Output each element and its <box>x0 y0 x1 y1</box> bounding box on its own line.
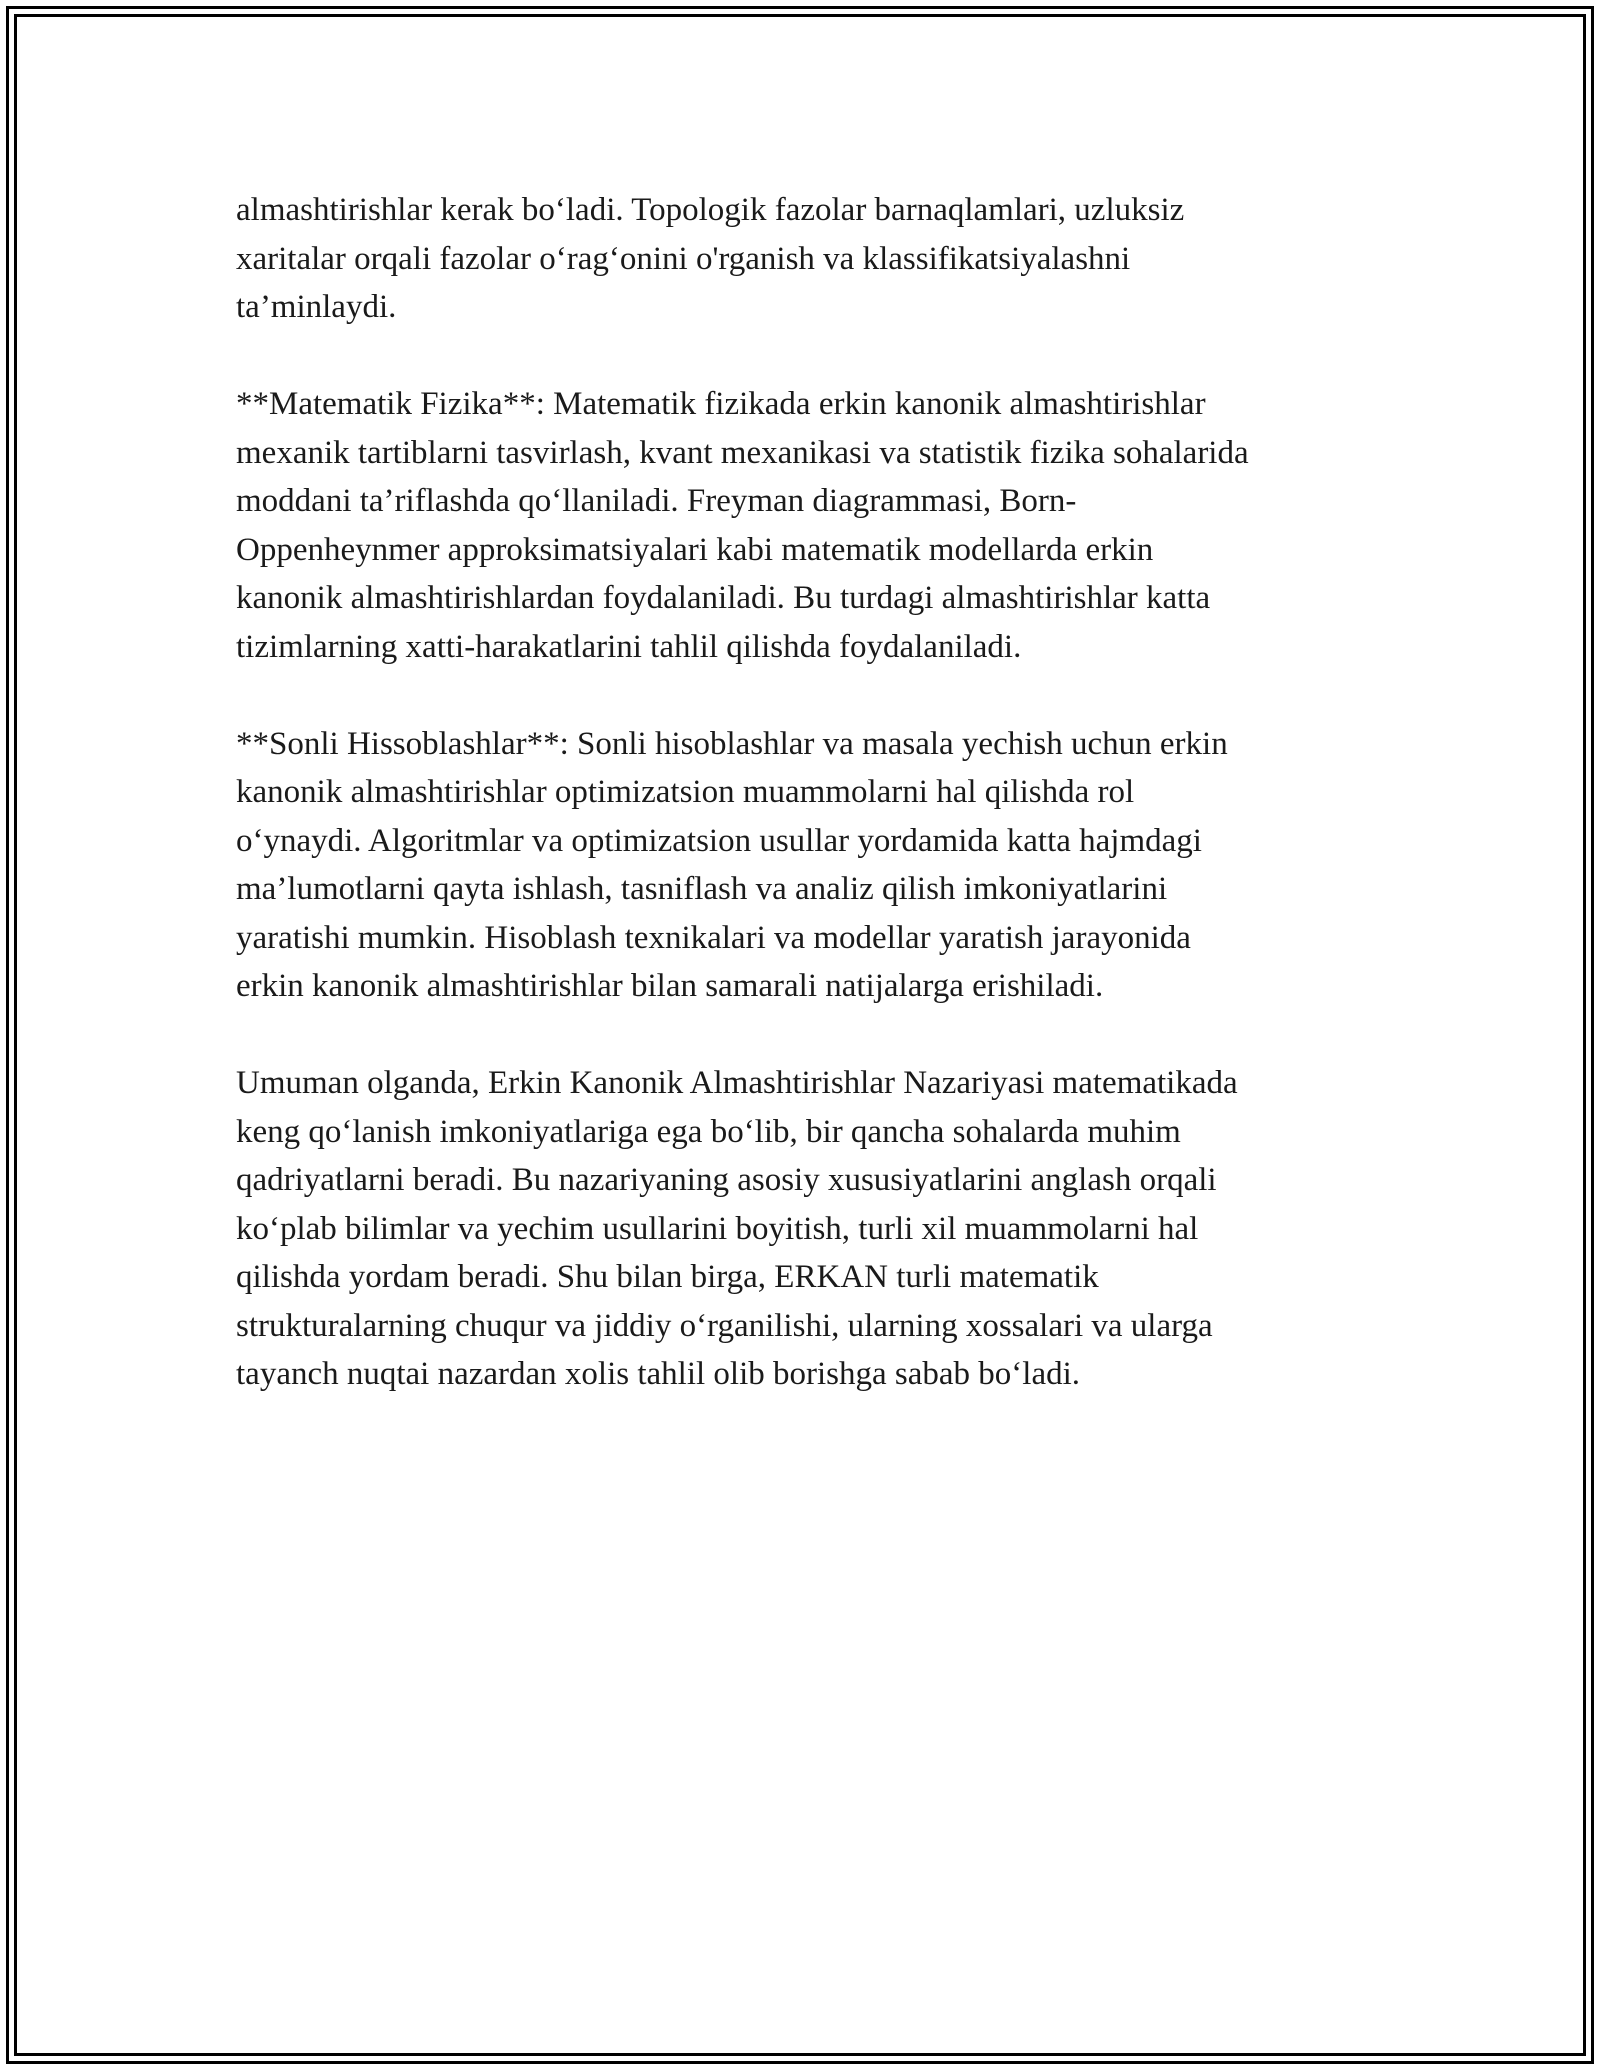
text-line: ko‘plab bilimlar va yechim usullarini boyitish, turli xil muammolarni hal <box>236 1210 1199 1247</box>
paragraph-numerical-computation <box>236 720 1386 1011</box>
text-line: keng qo‘lanish imkoniyatlariga ega bo‘lib, bir qancha sohalarda muhim <box>236 1113 1181 1150</box>
text-line: moddani ta’riflashda qo‘llaniladi. Freyman diagrammasi, Born- <box>236 483 1077 519</box>
text-line: kanonik almashtirishlardan foydalaniladi. Bu turdagi almashtirishlar katta <box>236 580 1211 616</box>
text-line: yaratishi mumkin. Hisoblash texnikalari va modellar yaratish jarayonida <box>236 919 1191 956</box>
text-line: ta’minlaydi. <box>236 289 397 325</box>
text-line: qilishda yordam beradi. Shu bilan birga, ERKAN turli matematik <box>236 1259 1099 1295</box>
text-line: Umuman olganda, Erkin Kanonik Almashtirishlar Nazariyasi matematikada <box>236 1065 1238 1101</box>
paragraph-conclusion <box>236 1059 1386 1399</box>
text-line: **Matematik Fizika**: Matematik fizikada erkin kanonik almashtirishlar <box>236 386 1206 422</box>
text-line: Oppenheynmer approksimatsiyalari kabi matematik modellarda erkin <box>236 531 1154 568</box>
text-line: qadriyatlarni beradi. Bu nazariyaning asosiy xususiyatlarini anglash orqali <box>236 1162 1217 1198</box>
text-line: erkin kanonik almashtirishlar bilan samarali natijalarga erishiladi. <box>236 968 1104 1004</box>
text-line: almashtirishlar kerak bo‘ladi. Topologik fazolar barnaqlamlari, uzluksiz <box>236 192 1185 228</box>
text-line: tayanch nuqtai nazardan xolis tahlil olib borishga sabab bo‘ladi. <box>236 1356 1081 1392</box>
text-line: **Sonli Hissoblashlar**: Sonli hisoblashlar va masala yechish uchun erkin <box>236 725 1228 762</box>
text-line: ma’lumotlarni qayta ishlash, tasniflash va analiz qilish imkoniyatlarini <box>236 871 1168 907</box>
text-line: strukturalarning chuqur va jiddiy o‘rganilishi, ularning xossalari va ularga <box>236 1307 1213 1344</box>
text-line: mexanik tartiblarni tasvirlash, kvant mexanikasi va statistik fizika sohalarida <box>236 434 1249 471</box>
paragraph-topology-continuation <box>236 186 1386 332</box>
text-line: o‘ynaydi. Algoritmlar va optimizatsion usullar yordamida katta hajmdagi <box>236 822 1202 859</box>
document-body <box>236 186 1386 1447</box>
text-line: tizimlarning xatti-harakatlarini tahlil qilishda foydalaniladi. <box>236 628 1022 665</box>
text-line: xaritalar orqali fazolar o‘rag‘onini o'rganish va klassifikatsiyalashni <box>236 240 1131 277</box>
paragraph-mathematical-physics <box>236 380 1386 671</box>
text-line: kanonik almashtirishlar optimizatsion muammolarni hal qilishda rol <box>236 774 1135 810</box>
